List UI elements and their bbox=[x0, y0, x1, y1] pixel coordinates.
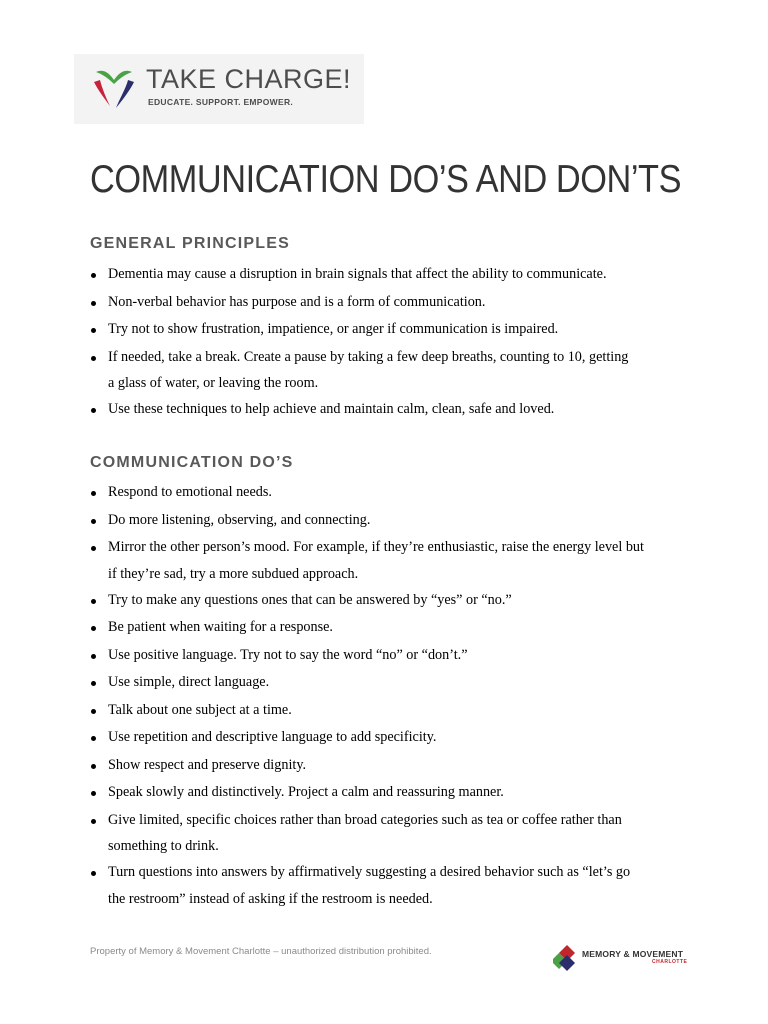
section-heading-general: GENERAL PRINCIPLES bbox=[90, 235, 290, 252]
list-item bbox=[90, 587, 690, 615]
list-item-text-continued: the restroom” instead of asking if the restroom is needed. bbox=[108, 890, 433, 907]
list-item bbox=[90, 669, 690, 697]
list-item-text: Talk about one subject at a time. bbox=[108, 701, 292, 718]
list-item bbox=[90, 479, 690, 507]
footer-brand-sub: CHARLOTTE bbox=[652, 959, 688, 965]
memory-movement-logo-icon bbox=[553, 944, 581, 972]
list-item bbox=[90, 534, 690, 587]
list-item-text: If needed, take a break. Create a pause by taking a few deep breaths, counting to 10, getting bbox=[108, 348, 629, 365]
list-item-text-continued: a glass of water, or leaving the room. bbox=[108, 375, 319, 391]
list-item-text: Try not to show frustration, impatience, or anger if communication is impaired. bbox=[108, 321, 559, 337]
list-item-text-continued: if they’re sad, try a more subdued approach. bbox=[108, 565, 359, 582]
footer-notice: Property of Memory & Movement Charlotte – unauthorized distribution prohibited. bbox=[90, 946, 432, 957]
section-heading-dos: COMMUNICATION DO’S bbox=[90, 454, 294, 471]
list-item bbox=[90, 697, 690, 725]
logo-title: TAKE CHARGE! bbox=[146, 64, 352, 94]
list-item bbox=[90, 344, 690, 397]
list-item bbox=[90, 614, 690, 642]
list-item-text: Try to make any questions ones that can be answered by “yes” or “no.” bbox=[108, 591, 512, 608]
list-item-text: Use simple, direct language. bbox=[108, 674, 270, 690]
general-principles-list bbox=[90, 261, 690, 424]
list-item bbox=[90, 507, 690, 535]
list-item bbox=[90, 724, 690, 752]
list-item bbox=[90, 289, 690, 317]
list-item bbox=[90, 859, 690, 912]
list-item bbox=[90, 396, 690, 424]
list-item-text: Use these techniques to help achieve and maintain calm, clean, safe and loved. bbox=[108, 401, 555, 417]
list-item-text: Non-verbal behavior has purpose and is a form of communication. bbox=[108, 293, 486, 310]
list-item-text: Turn questions into answers by affirmatively suggesting a desired behavior such as “let’s go bbox=[108, 864, 631, 880]
list-item-text: Dementia may cause a disruption in brain signals that affect the ability to communicate. bbox=[108, 266, 607, 282]
list-item-text: Be patient when waiting for a response. bbox=[108, 619, 333, 635]
list-item bbox=[90, 752, 690, 780]
list-item-text: Respond to emotional needs. bbox=[108, 484, 272, 500]
list-item-text: Do more listening, observing, and connecting. bbox=[108, 511, 371, 528]
list-item-text-continued: something to drink. bbox=[108, 838, 219, 854]
list-item-text: Use repetition and descriptive language to add specificity. bbox=[108, 729, 437, 745]
list-item bbox=[90, 779, 690, 807]
take-charge-heart-icon bbox=[90, 64, 138, 112]
communication-dos-list bbox=[90, 479, 690, 912]
list-item bbox=[90, 642, 690, 670]
logo-tagline: EDUCATE. SUPPORT. EMPOWER. bbox=[148, 97, 294, 107]
footer-brand: MEMORY & MOVEMENT bbox=[582, 949, 684, 959]
list-item bbox=[90, 261, 690, 289]
list-item bbox=[90, 316, 690, 344]
list-item bbox=[90, 807, 690, 860]
page-title: COMMUNICATION DO’S AND DON’TS bbox=[90, 158, 682, 201]
list-item-text: Show respect and preserve dignity. bbox=[108, 756, 307, 773]
list-item-text: Mirror the other person’s mood. For example, if they’re enthusiastic, raise the energy level but bbox=[108, 539, 644, 555]
list-item-text: Speak slowly and distinctively. Project a calm and reassuring manner. bbox=[108, 784, 504, 800]
list-item-text: Give limited, specific choices rather than broad categories such as tea or coffee rather than bbox=[108, 811, 622, 828]
list-item-text: Use positive language. Try not to say the word “no” or “don’t.” bbox=[108, 646, 468, 663]
